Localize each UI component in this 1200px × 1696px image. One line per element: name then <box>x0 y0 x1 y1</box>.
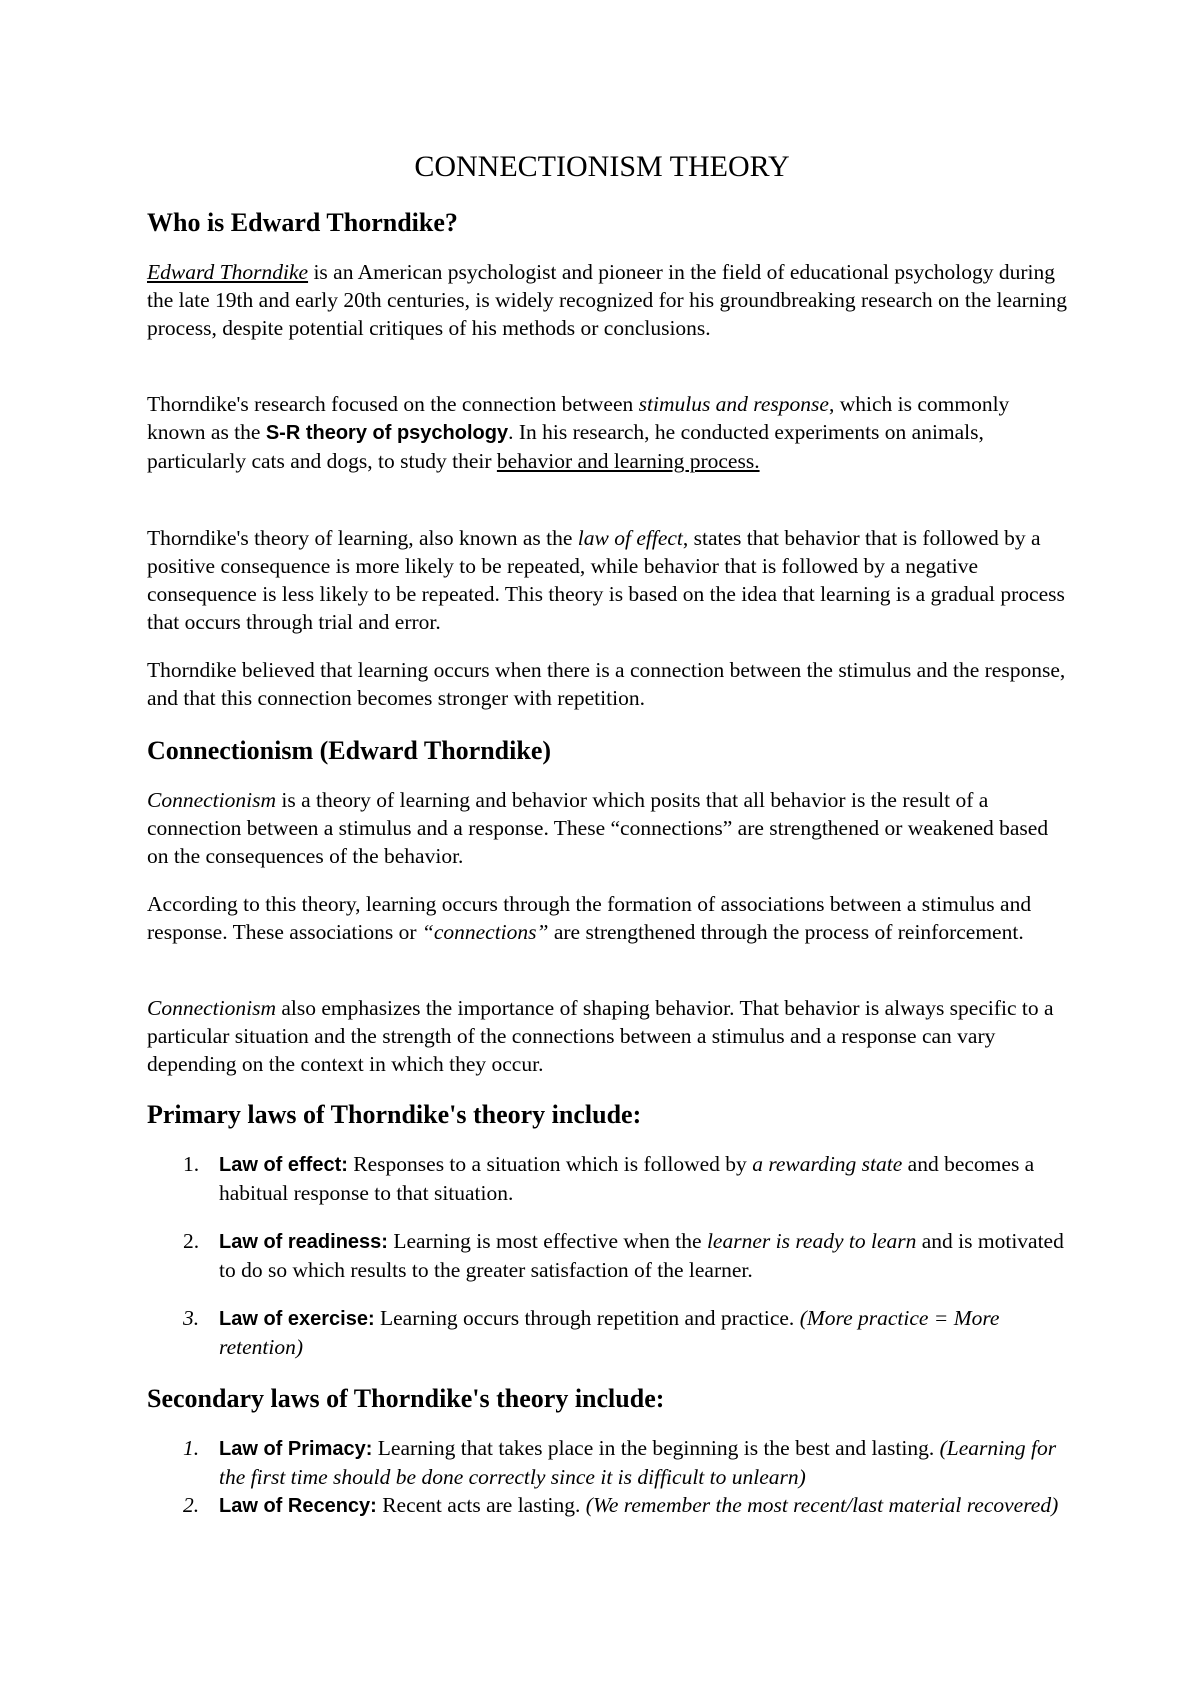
assoc-text-c: are strengthened through the process of reinforcement. <box>548 920 1024 944</box>
intro-text: is an American psychologist and pioneer in the field of educational psychology during the late 19th and early 20th centuries, is widely recognized for his groundbreaking research on the learning process, despite potential critiques of his methods or conclusions. <box>147 260 1067 340</box>
sr-text-stimulus: stimulus and response <box>638 392 829 416</box>
paragraph-belief: Thorndike believed that learning occurs when there is a connection between the stimulus and the response, and that this connection becomes stronger with repetition. <box>147 658 1066 710</box>
list-item-number: 2. <box>183 1493 200 1517</box>
assoc-text-connections: “connections” <box>421 920 549 944</box>
law-text-c: and becomes a habitual response to that situation. <box>219 1152 1035 1205</box>
heading-who-is-thorndike: Who is Edward Thorndike? <box>147 208 458 237</box>
law-label: Law of Recency: <box>219 1495 377 1517</box>
thorndike-name: Edward Thorndike <box>147 260 309 284</box>
shaping-text: also emphasizes the importance of shaping behavior. That behavior is always specific to a particular situation and the strength of the connections between a stimulus and a response can vary depending on the context in which they occur. <box>147 996 1054 1076</box>
secondary-laws-list <box>147 1434 1067 1520</box>
list-item <box>147 1304 1067 1361</box>
list-item <box>147 1491 1067 1520</box>
primary-laws-list <box>147 1150 1067 1361</box>
paragraph-associations <box>147 890 1067 946</box>
law-text-a: Recent acts are lasting. <box>376 1493 586 1517</box>
list-item <box>147 1150 1067 1207</box>
list-item <box>147 1227 1067 1284</box>
law-label: Law of effect: <box>219 1154 348 1176</box>
list-item <box>147 1434 1067 1491</box>
sr-text-theory: S-R theory of psychology <box>265 422 509 444</box>
law-text-b: (Learning for the first time should be done correctly since it is difficult to unlearn) <box>219 1436 1057 1489</box>
paragraph-connectionism-def <box>147 786 1067 870</box>
loe-text-c: , states that behavior that is followed by a positive consequence is more likely to be repeated, while behavior that is followed by a negative consequence is less likely to be repeated. This theory is based on the idea that learning is a gradual process that occurs through trial and error. <box>147 526 1065 634</box>
shaping-term: Connectionism <box>147 996 276 1020</box>
law-text-c: and is motivated to do so which results to the greater satisfaction of the learner. <box>219 1229 1064 1282</box>
assoc-text-a: According to this theory, learning occurs through the formation of associations between a stimulus and response. These associations or <box>147 892 1032 944</box>
list-item-number: 3. <box>183 1306 200 1330</box>
loe-text-a: Thorndike's theory of learning, also known as the <box>147 526 578 550</box>
heading-primary-laws: Primary laws of Thorndike's theory include: <box>147 1100 642 1129</box>
paragraph-intro <box>147 258 1067 342</box>
list-item-number: 1. <box>183 1436 200 1460</box>
list-item-number: 2. <box>183 1229 200 1253</box>
paragraph-shaping <box>147 994 1067 1078</box>
sr-text-e: . In his research, he conducted experiments on animals, particularly cats and dogs, to study their <box>147 420 984 473</box>
sr-text-behavior: behavior and learning process. <box>496 449 760 473</box>
law-text-a: Learning occurs through repetition and practice. <box>374 1306 800 1330</box>
conn-term: Connectionism <box>147 788 276 812</box>
sr-text-c: , which is commonly known as the <box>147 392 1010 444</box>
law-label: Law of exercise: <box>219 1308 375 1330</box>
law-text-a: Responses to a situation which is followed by <box>347 1152 753 1176</box>
law-label: Law of Primacy: <box>219 1438 373 1460</box>
paragraph-law-of-effect <box>147 524 1067 636</box>
sr-text-a: Thorndike's research focused on the connection between <box>147 392 639 416</box>
law-text-a: Learning that takes place in the beginning is the best and lasting. <box>372 1436 940 1460</box>
heading-secondary-laws: Secondary laws of Thorndike's theory include: <box>147 1384 665 1413</box>
heading-connectionism: Connectionism (Edward Thorndike) <box>147 736 552 765</box>
law-text-b: (We remember the most recent/last material recovered) <box>585 1493 1059 1517</box>
law-text-b: learner is ready to learn <box>706 1229 917 1253</box>
page-title: CONNECTIONISM THEORY <box>414 150 790 183</box>
law-text-b: a rewarding state <box>752 1152 903 1176</box>
paragraph-sr-theory <box>147 390 1067 475</box>
conn-def-text: is a theory of learning and behavior which posits that all behavior is the result of a connection between a stimulus and a response. These “connections” are strengthened or weakened based on the consequences of the behavior. <box>147 788 1049 868</box>
law-label: Law of readiness: <box>219 1231 388 1253</box>
law-text-b: (More practice = More retention) <box>219 1306 1000 1359</box>
loe-text-law: law of effect <box>577 526 683 550</box>
law-text-a: Learning is most effective when the <box>387 1229 707 1253</box>
list-item-number: 1. <box>183 1152 200 1176</box>
